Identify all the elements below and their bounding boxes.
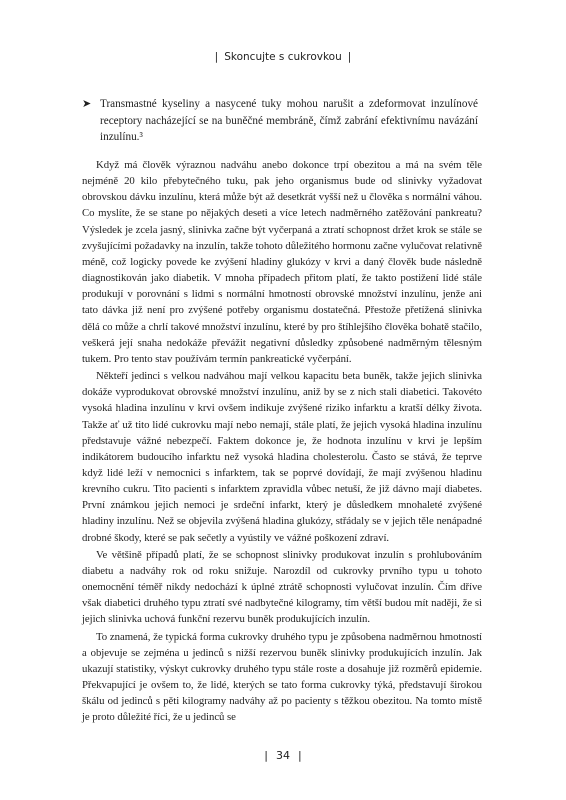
header-bar-left: | [214, 51, 219, 63]
folio-bar-right: | [298, 749, 302, 762]
running-title: Skoncujte s cukrovkou [224, 51, 342, 63]
paragraph-1: Když má člověk výraznou nadváhu anebo dokonce trpí obezitou a má na svém těle nejméně 20 kilo přebytečného tuku, pak jeho organismus bude od slinivky vyžadovat obrovskou dávku inzulínu, která může být až desetkrát vyšší než u člověka s normální váhou. Co myslíte, že se stane po nějakých deseti a více letech nadměrného zatěžování pankreatu? Výsledek je zcela jasný, slinivka začne být vyčerpaná a ztratí schopnost držet krok se stále se zvyšujícími požadavky na inzulín, takže tohoto důležitého hormonu začne vylučovat relativně méně, což logicky povede ke zvýšení hladiny glukózy v krvi a daný člověk bude následně diagnostikován jako diabetik. V mnoha případech přitom platí, že takto postižení lidé stále produkují v porovnání s lidmi s normální hmotností obrovské množství inzulínu, jenže ani tato dávka již není pro zvýšené potřeby organismu dostatečná. Přestože přetížená slinivka dělá co může a chrlí takové množství inzulínu, které by pro štíhlejšího člověka bohatě stačilo, veškerá její snaha nedokáže převážit negativní důsledky způsobené nadměrným tělesným tukem. Pro tento stav používám termín pankreatické vyčerpání. [82, 159, 482, 365]
paragraph-2: Někteří jedinci s velkou nadváhou mají velkou kapacitu beta buněk, takže jejich slinivka dokáže vyprodukovat obrovské množství inzulínu, aniž by se z nich stali diabetici. Takovéto vysoká hladina inzulínu v krvi ovšem indikuje zvýšené riziko infarktu a kratší délky života. Takže ať už tito lidé cukrovku mají nebo nemají, stále platí, že jejich vysoká hladina inzulínu představuje vážné nebezpečí. Faktem dokonce je, že hodnota inzulínu v krvi je lepším indikátorem budoucího infarktu než vysoká hladina cholesterolu. Často se stává, že teprve když lidé leží v nemocnici s infarktem, tak se poprvé dovídají, že mají zvýšenou hladinu krevního cukru. Tito pacienti s infarktem zpravidla vůbec netuší, že již dávno mají diabetes. První známkou jejich nemoci je srdeční infarkt, který je důsledkem mnohaleté zvýšené hladiny inzulínu. Než se objevila zvýšená hladina glukózy, střádaly se v jejich těle nenápadné drobné škody, které se pak sečetly a vyústily ve vážné poškození zdraví. [82, 370, 482, 544]
arrow-bullet-icon: ➤ [82, 98, 92, 110]
running-header [0, 51, 566, 63]
bullet-text: Transmastné kyseliny a nasycené tuky mohou narušit a zdeformovat inzulínové receptory nacházející se na buněčné membráně, čímž zabrání efektivnímu navázání inzulínu.³ [100, 98, 478, 144]
bullet-point [82, 96, 478, 146]
folio-bar-left: | [264, 749, 268, 762]
paragraph-4: To znamená, že typická forma cukrovky druhého typu je způsobena nadměrnou hmotností a objevuje se zejména u jedinců s nižší rezervou buněk slinivky produkujících inzulín. Jak ukazují statistiky, výskyt cukrovky druhého typu stále roste a dosahuje již rozměrů epidemie. Překvapující je ovšem to, že lidé, kterých se tato forma cukrovky týká, představují širokou škálu od jedinců s pěti kilogramy nadváhy až po pacienty s těžkou obezitou. Na tomto místě je proto důležité říci, že u jedinců se [82, 630, 482, 724]
body-text [82, 157, 482, 726]
page-footer [0, 749, 566, 762]
paragraph-3: Ve většině případů platí, že se schopnost slinivky produkovat inzulín s prohlubováním diabetu a nadváhy rok od roku snižuje. Narozdíl od cukrovky prvního typu u tohoto onemocnění téměř nikdy nedochází k úplné ztrátě schopnosti vylučovat inzulín. Čím dříve však diabetici druhého typu ztratí své nadbytečné kilogramy, tím větší budou mít naději, že si jejich slinivka uchová funkční rezervu buněk produkujících inzulín. [82, 548, 482, 626]
page-number: 34 [276, 749, 290, 762]
header-bar-right: | [347, 51, 352, 63]
